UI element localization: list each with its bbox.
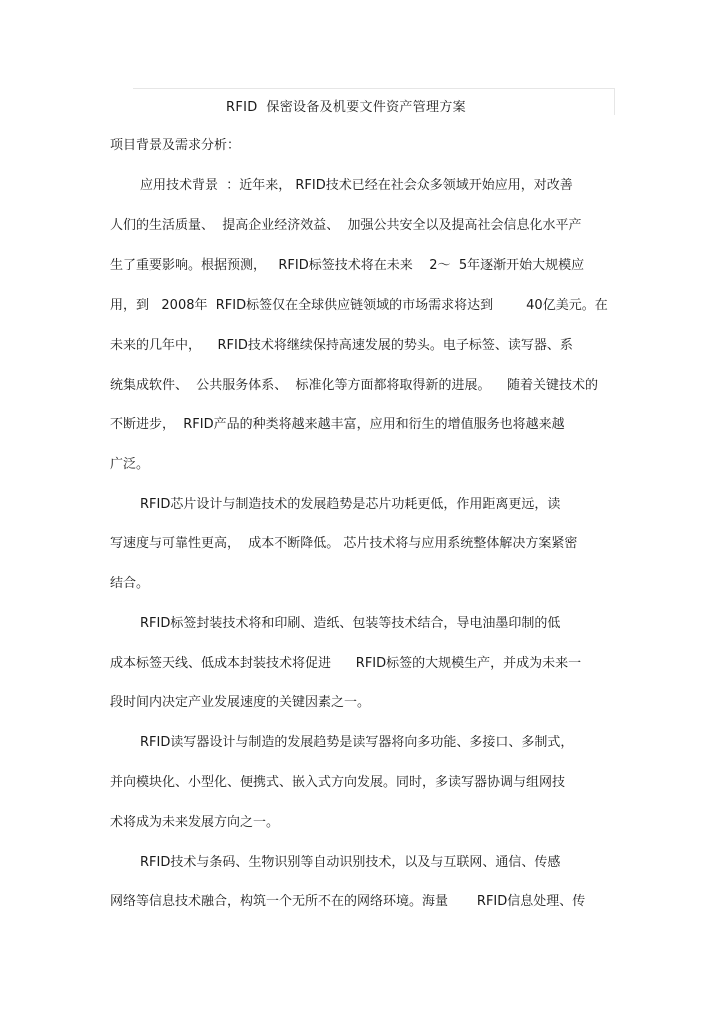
paragraph-line: 不断进步， RFID产品的种类将越来越丰富，应用和衍生的增值服务也将越来越	[110, 417, 565, 432]
paragraph-line: 写速度与可靠性更高， 成本不断降低。 芯片技术将与应用系统整体解决方案紧密	[110, 536, 578, 551]
paragraph-line: 用，到 2008年 RFID标签仅在全球供应链领域的市场需求将达到 40亿美元。在	[110, 298, 608, 313]
paragraph-line: 生了重要影响。根据预测， RFID标签技术将在未来 2～ 5年逐渐开始大规模应	[110, 258, 585, 273]
document-title: RFID 保密设备及机要文件资产管理方案	[226, 100, 466, 115]
header-rule	[133, 88, 615, 89]
paragraph-line: 成本标签天线、低成本封装技术将促进 RFID标签的大规模生产，并成为未来一	[110, 656, 582, 671]
paragraph-line: RFID标签封装技术将和印刷、造纸、包装等技术结合，导电油墨印制的低	[140, 616, 561, 631]
header-rule-edge	[614, 88, 615, 115]
paragraph-line: 并向模块化、小型化、便携式、嵌入式方向发展。同时，多读写器协调与组网技	[110, 775, 566, 790]
paragraph-line: 广泛。	[110, 457, 150, 472]
paragraph-line: 人们的生活质量、 提高企业经济效益、 加强公共安全以及提高社会信息化水平产	[110, 218, 582, 233]
paragraph-line: RFID读写器设计与制造的发展趋势是读写器将向多功能、多接口、多制式，	[140, 735, 574, 750]
paragraph-line: 未来的几年中， RFID技术将继续保持高速发展的势头。电子标签、读写器、系	[110, 338, 573, 353]
paragraph-line: RFID芯片设计与制造技术的发展趋势是芯片功耗更低，作用距离更远，读	[140, 497, 561, 512]
paragraph-line: 段时间内决定产业发展速度的关键因素之一。	[110, 695, 371, 710]
paragraph-line: 应用技术背景 ：近年来， RFID技术已经在社会众多领域开始应用，对改善	[140, 178, 573, 193]
paragraph-line: 结合。	[110, 576, 150, 591]
section-heading: 项目背景及需求分析：	[110, 138, 241, 153]
paragraph-line: 网络等信息技术融合，构筑一个无所不在的网络环境。海量 RFID信息处理、传	[110, 894, 586, 909]
paragraph-line: 统集成软件、 公共服务体系、 标准化等方面都将取得新的进展。 随着关键技术的	[110, 378, 599, 393]
paragraph-line: RFID技术与条码、生物识别等自动识别技术，以及与互联网、通信、传感	[140, 855, 561, 870]
paragraph-line: 术将成为未来发展方向之一。	[110, 815, 280, 830]
